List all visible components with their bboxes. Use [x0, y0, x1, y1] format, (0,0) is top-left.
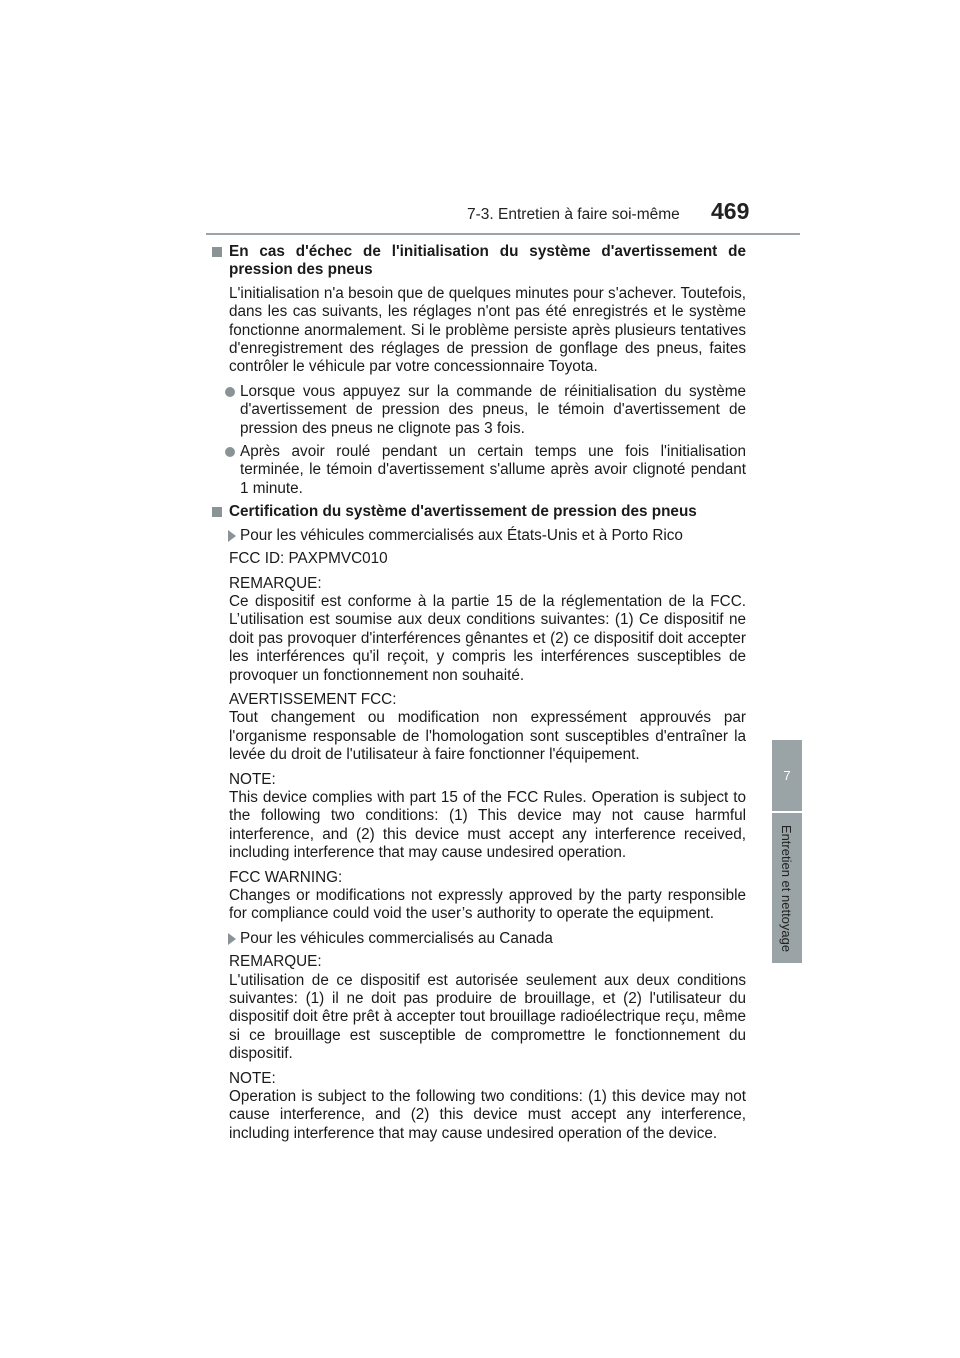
round-bullet-icon	[225, 387, 235, 397]
bullet-item	[240, 443, 746, 498]
chapter-tab	[772, 813, 802, 963]
chapter-tab-label: Entretien et nettoyage	[779, 824, 795, 952]
header-section-title: 7-3. Entretien à faire soi-même	[467, 206, 680, 223]
bullet-item	[240, 383, 746, 438]
notice-text: L'utilisation de ce dispositif est autorisée seulement aux deux conditions suivantes: (1) il ne doit pas produire de brouillage, et (2) l'utilisateur du dispositif doit être prêt à accepter tout brouillage radioélectrique reçu, même si ce brouillage est susceptible de compromettre le fonctionnement du dispositif.	[229, 971, 746, 1063]
square-bullet-icon	[212, 247, 222, 257]
chapter-tab-number: 7	[772, 740, 802, 811]
page-number: 469	[711, 198, 750, 224]
notice-text: This device complies with part 15 of the FCC Rules. Operation is subject to the following two conditions: (1) This device may not cause harmful interference, and (2) this device must accept any interference received, including interference that may cause undesired operation.	[229, 788, 746, 862]
notice-block	[229, 1070, 746, 1144]
section-heading-text: En cas d'échec de l'initialisation du système d'avertissement de pression des pneus	[229, 243, 746, 279]
bullet-text: Après avoir roulé pendant un certain temps une fois l'initialisation terminée, le témoin d'avertissement s'allume après avoir clignoté pendant 1 minute.	[240, 443, 746, 497]
notice-title: REMARQUE:	[229, 953, 322, 971]
arrow-right-icon	[228, 530, 236, 542]
notice-text: Tout changement ou modification non expressément approuvés par l'organisme responsable de l'homologation sont susceptibles d'entraîner la levée du droit de l'utilisateur à faire fonctionner l'équipement.	[229, 709, 746, 764]
paragraph: L'initialisation n'a besoin que de quelques minutes pour s'achever. Toutefois, dans les cas suivants, les réglages n'ont pas été enregistrés et le système fonctionne anormalement. Si le problème persiste après plusieurs tentatives d'enregistrement des réglages de pression de gonflage des pneus, faites contrôler le véhicule par votre concessionnaire Toyota.	[229, 284, 746, 376]
subsection-canada	[240, 930, 746, 948]
subsection-title: Pour les véhicules commercialisés aux États-Unis et à Porto Rico	[240, 526, 683, 544]
notice-block	[229, 869, 746, 924]
page-content	[212, 243, 746, 1149]
notice-text: Changes or modifications not expressly approved by the party responsible for compliance could void the user’s authority to operate the equipment.	[229, 887, 746, 923]
notice-title: AVERTISSEMENT FCC:	[229, 690, 397, 708]
notice-title: FCC WARNING:	[229, 868, 343, 886]
section-heading	[212, 243, 746, 280]
header-divider	[206, 233, 800, 235]
arrow-right-icon	[228, 933, 236, 945]
bullet-text: Lorsque vous appuyez sur la commande de réinitialisation du système d'avertissement de pression des pneus, le témoin d'avertissement de pression des pneus ne clignote pas 3 fois.	[240, 382, 746, 437]
notice-block	[229, 691, 746, 765]
round-bullet-icon	[225, 447, 235, 457]
notice-block	[229, 771, 746, 863]
notice-title: NOTE:	[229, 770, 276, 788]
notice-title: REMARQUE:	[229, 574, 322, 592]
notice-block	[229, 575, 746, 685]
square-bullet-icon	[212, 507, 222, 517]
notice-title: NOTE:	[229, 1069, 276, 1087]
fcc-id: FCC ID: PAXPMVC010	[229, 550, 388, 568]
section-heading-text: Certification du système d'avertissement de pression des pneus	[229, 503, 697, 521]
subsection-us	[240, 527, 746, 545]
notice-block	[229, 953, 746, 1063]
section-heading	[212, 503, 746, 521]
notice-text: Ce dispositif est conforme à la partie 15 de la réglementation de la FCC. L’utilisation est soumise aux deux conditions suivantes: (1) Ce dispositif ne doit pas provoquer d'interférences gênantes et (2) ce dispositif doit accepter les interférences qu'il reçoit, y compris les interférences susceptibles de provoquer un fonctionnement non souhaité.	[229, 592, 746, 684]
notice-text: Operation is subject to the following two conditions: (1) this device may not cause interference, and (2) this device must accept any interference, including interference that may cause undesired operation of the device.	[229, 1088, 746, 1142]
subsection-title: Pour les véhicules commercialisés au Canada	[240, 929, 553, 947]
